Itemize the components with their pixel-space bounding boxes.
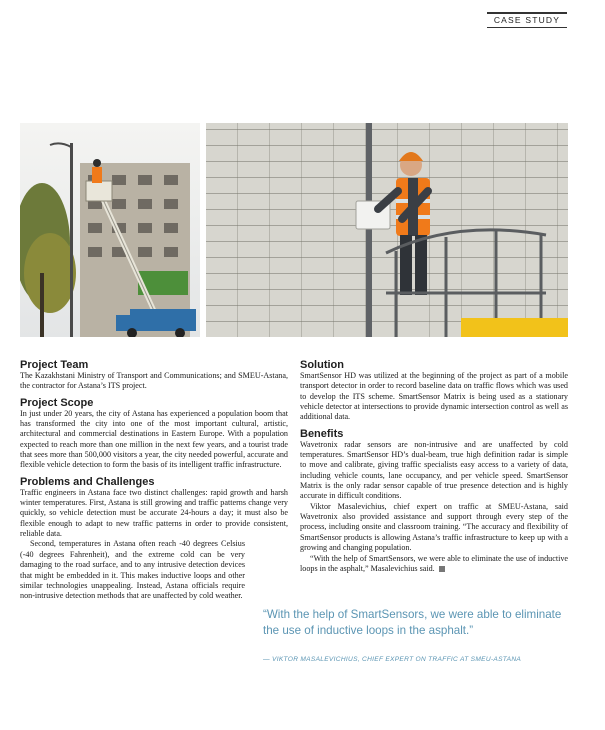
photo-technician-installing-sensor <box>206 123 568 337</box>
solution-body: SmartSensor HD was utilized at the beginning of the project as part of a mobile transport detector in order to record baseline data on traffic flows which was used to develop the ITS scheme. SmartSensor Matrix is being used as a stationary vehicle detector at intersections to provide dynamic intersection control as well as additional data. <box>300 371 568 422</box>
left-column <box>20 359 288 602</box>
technician-illustration <box>206 123 568 337</box>
project-scope-body: In just under 20 years, the city of Astana has experienced a population boom that has transformed the city into one of the most important cultural, artistic, architectural and commercial destinations in Eastern Europe. With a population expected to reach more than one million in the next few years, and a tourist trade that sees more than 500,000 visitors a year, the city needed powerful, accurate and flexible vehicle detection to form the basis of its intelligent traffic infrastructure. <box>20 408 288 470</box>
benefits-paragraph-3-text: “With the help of SmartSensors, we were able to eliminate the use of inductive loops in the asphalt,” Masalevichius said. <box>300 553 568 573</box>
right-column <box>300 359 568 574</box>
pull-quote: “With the help of SmartSensors, we were able to eliminate the use of inductive loops in the asphalt.” <box>263 608 562 637</box>
solution-heading: Solution <box>300 359 344 371</box>
benefits-paragraph-1: Wavetronix radar sensors are non-intrusive and are unaffected by cold temperatures. SmartSensor HD’s dual-beam, true high definition radar is simple to move and calibrate, giving traffic specialists easy access to a variety of data, including vehicle counts, lane occupancy, and per vehicle speed. SmartSensor Matrix is the only radar sensor capable of true presence detection and is highly accurate in difficult conditions. <box>300 439 568 501</box>
section-tag: CASE STUDY <box>487 12 567 28</box>
problems-heading: Problems and Challenges <box>20 475 155 488</box>
benefits-heading: Benefits <box>300 427 344 440</box>
benefits-paragraph-3 <box>300 554 568 575</box>
project-team-heading: Project Team <box>20 359 89 371</box>
project-team-body: The Kazakhstani Ministry of Transport and Communications; and SMEU-Astana, the contractor for Astana’s ITS project. <box>20 371 288 391</box>
bucket-truck-illustration <box>20 123 200 337</box>
project-scope-heading: Project Scope <box>20 396 94 409</box>
problems-paragraph-2: Second, temperatures in Astana often reach -40 degrees Celsius (-40 degrees Fahrenheit), and the extreme cold can be very damaging to the road surface, and to any intrusive detection devices that might be embedded in it. This makes inductive loops and other similar technologies unappealing. Instead, Astana officials require non-intrusive detection methods that are unaffected by cold weather. <box>20 539 245 601</box>
benefits-paragraph-2: Viktor Masalevichius, chief expert on traffic at SMEU-Astana, said Wavetronix also provided assistance and support through every step of the process, including onsite and classroom training. “The accuracy and flexibility of SmartSensor products is allowing Astana’s traffic infrastructure to keep up with a growing and changing population. <box>300 501 568 553</box>
end-of-article-mark <box>439 566 445 572</box>
problems-paragraph-1: Traffic engineers in Astana face two distinct challenges: rapid growth and harsh winter temperatures. First, Astana is still growing and traffic patterns change very quickly, so vehicle detection must be accurate 24-hours a day; it must also be flexible enough to adapt to new traffic patterns in order to provide consistent, reliable data. <box>20 487 288 539</box>
photo-bucket-truck <box>20 123 200 337</box>
pull-quote-attribution: — VIKTOR MASALEVICHIUS, CHIEF EXPERT ON TRAFFIC AT SMEU-ASTANA <box>263 656 522 663</box>
